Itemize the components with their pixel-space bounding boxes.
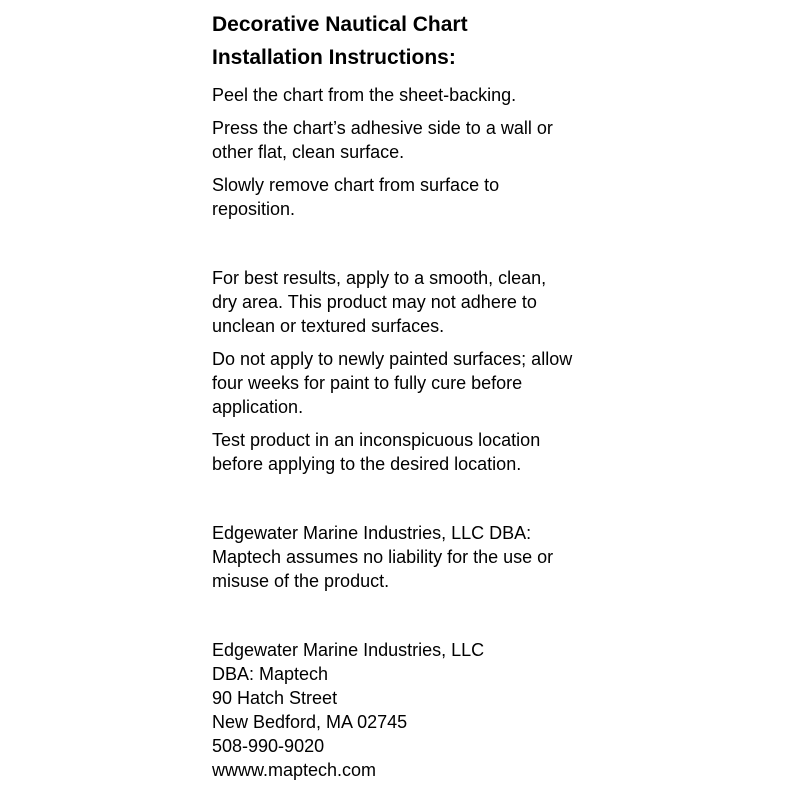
instruction-step bbox=[212, 83, 612, 107]
note-line: Test product in an inconspicuous location bbox=[212, 430, 541, 450]
contact-website: wwww.maptech.com bbox=[212, 760, 377, 780]
usage-note bbox=[212, 266, 612, 338]
instruction-line: other flat, clean surface. bbox=[212, 142, 405, 162]
contact-street: 90 Hatch Street bbox=[212, 688, 338, 708]
instruction-line: reposition. bbox=[212, 199, 296, 219]
note-line: unclean or textured surfaces. bbox=[212, 316, 445, 336]
usage-note bbox=[212, 428, 612, 476]
note-line: For best results, apply to a smooth, clean, bbox=[212, 268, 547, 288]
note-line: dry area. This product may not adhere to bbox=[212, 292, 537, 312]
contact-phone: 508-990-9020 bbox=[212, 736, 325, 756]
instruction-step bbox=[212, 116, 612, 164]
instruction-line: Slowly remove chart from surface to bbox=[212, 175, 500, 195]
usage-note bbox=[212, 347, 612, 419]
contact-city: New Bedford, MA 02745 bbox=[212, 712, 408, 732]
instruction-line: Peel the chart from the sheet-backing. bbox=[212, 85, 517, 105]
note-line: application. bbox=[212, 397, 304, 417]
note-line: before applying to the desired location. bbox=[212, 454, 522, 474]
contact-dba: DBA: Maptech bbox=[212, 664, 329, 684]
instruction-step bbox=[212, 173, 612, 221]
instruction-line: Press the chart’s adhesive side to a wall or bbox=[212, 118, 553, 138]
disclaimer-line: Maptech assumes no liability for the use or bbox=[212, 547, 554, 567]
document-title: Decorative Nautical Chart bbox=[212, 13, 468, 36]
note-line: four weeks for paint to fully cure before bbox=[212, 373, 523, 393]
document-subtitle: Installation Instructions: bbox=[212, 46, 456, 69]
instruction-document bbox=[212, 8, 612, 782]
note-line: Do not apply to newly painted surfaces; allow bbox=[212, 349, 573, 369]
contact-block bbox=[212, 638, 612, 782]
disclaimer-line: misuse of the product. bbox=[212, 571, 390, 591]
contact-company: Edgewater Marine Industries, LLC bbox=[212, 640, 485, 660]
disclaimer-line: Edgewater Marine Industries, LLC DBA: bbox=[212, 523, 532, 543]
liability-disclaimer bbox=[212, 521, 612, 593]
